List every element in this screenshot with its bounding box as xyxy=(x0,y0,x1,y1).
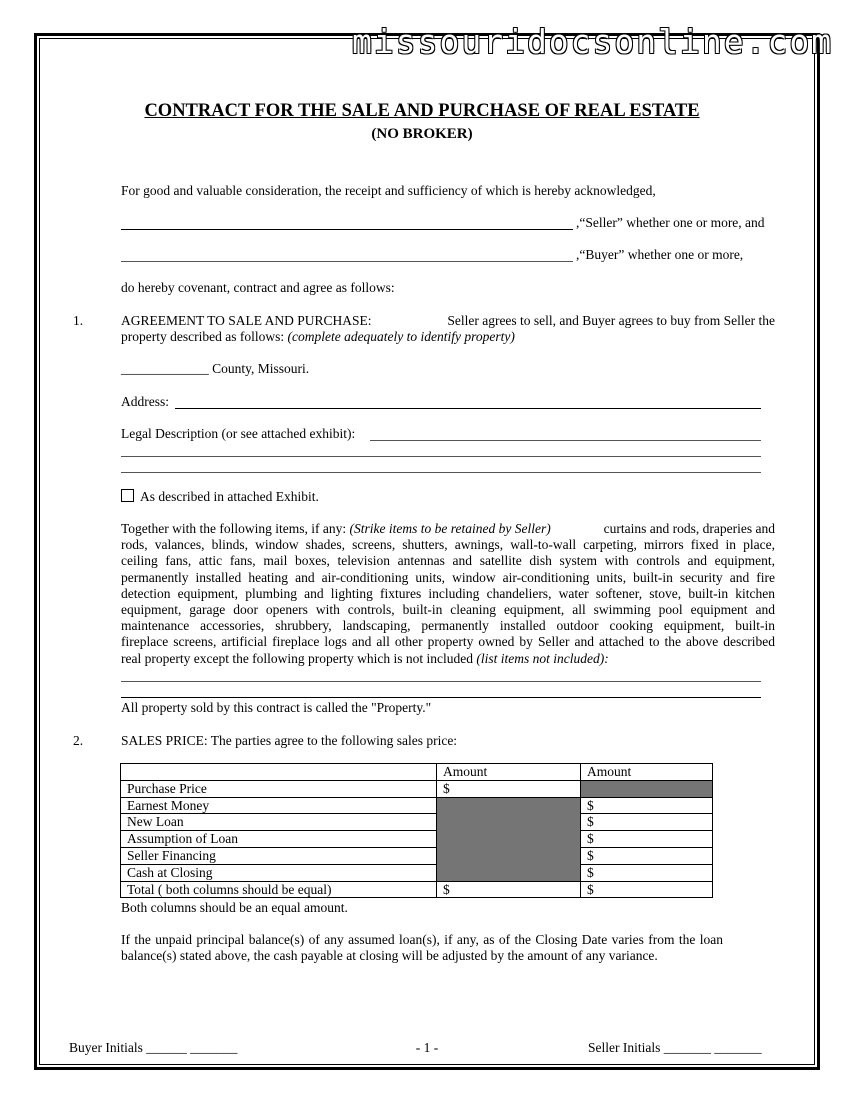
total-amount-1[interactable]: $ xyxy=(437,881,581,898)
page-number: - 1 - xyxy=(415,1040,439,1055)
header-label-cell xyxy=(121,764,437,781)
exhibit-label: As described in attached Exhibit. xyxy=(140,489,319,504)
items-line-7: maintenance accessories, shrubbery, landscaping, permanently installed outdoor cooking equipment, built-in xyxy=(121,618,775,634)
items-line-5: detection equipment, plumbing and lighting fixtures including chandeliers, water softener, stove, built-in kitchen xyxy=(121,585,775,601)
intro-text: For good and valuable consideration, the receipt and sufficiency of which is hereby acknowledged, xyxy=(121,183,656,198)
earnest-money-amount[interactable]: $ xyxy=(581,797,713,814)
buyer-name-field[interactable] xyxy=(121,261,573,262)
watermark: missouridocsonline.com xyxy=(352,22,834,61)
section-1-heading: AGREEMENT TO SALE AND PURCHASE: xyxy=(121,313,372,328)
property-note: All property sold by this contract is called the "Property." xyxy=(121,700,432,715)
legal-description-label: Legal Description (or see attached exhibit): xyxy=(121,426,356,441)
section-2-number: 2. xyxy=(73,733,84,748)
shaded-cell xyxy=(437,847,581,864)
seller-financing-amount[interactable]: $ xyxy=(581,847,713,864)
assumption-of-loan-amount[interactable]: $ xyxy=(581,831,713,848)
table-header-row xyxy=(121,764,713,781)
items-italic: (Strike items to be retained by Seller) xyxy=(349,521,551,536)
row-label: Assumption of Loan xyxy=(121,831,437,848)
items-lead xyxy=(121,521,551,537)
row-label: Cash at Closing xyxy=(121,864,437,881)
variance-paragraph xyxy=(121,932,723,964)
seller-name-field[interactable] xyxy=(121,229,573,230)
variance-line-2: balance(s) stated above, the cash payable at closing will be adjusted by the amount of any variance. xyxy=(121,948,658,964)
shaded-cell xyxy=(437,797,581,814)
shaded-cell xyxy=(437,864,581,881)
county-line xyxy=(121,361,309,377)
purchase-price-amount[interactable]: $ xyxy=(437,780,581,797)
county-label: County, Missouri. xyxy=(212,361,310,376)
items-line-1-end: curtains and rods, draperies and xyxy=(603,521,775,536)
legal-description-line-3[interactable] xyxy=(121,472,761,473)
row-label: Seller Financing xyxy=(121,847,437,864)
row-label: Earnest Money xyxy=(121,797,437,814)
items-lead-text: Together with the following items, if any: xyxy=(121,521,347,536)
items-line-8: fireplace screens, artificial fireplace logs and all other property owned by Seller and attached to the above described xyxy=(121,634,775,650)
section-1-line2-text: property described as follows: xyxy=(121,329,285,344)
included-items-paragraph xyxy=(121,521,775,667)
items-line-2: rods, valances, blinds, window shades, screens, shutters, awnings, wall-to-wall carpeting, mirrors fixed in place, xyxy=(121,537,775,553)
excluded-items-line-1[interactable] xyxy=(121,681,761,682)
items-line-9 xyxy=(121,651,775,667)
exhibit-checkbox[interactable] xyxy=(121,489,134,502)
table-row xyxy=(121,797,713,814)
table-row xyxy=(121,847,713,864)
section-1-line2 xyxy=(121,329,515,345)
cash-at-closing-amount[interactable]: $ xyxy=(581,864,713,881)
shaded-cell xyxy=(581,780,713,797)
document-subtitle: (NO BROKER) xyxy=(371,126,473,142)
row-label: Total ( both columns should be equal) xyxy=(121,881,437,898)
legal-description-field[interactable] xyxy=(370,440,761,441)
section-1-number: 1. xyxy=(73,313,84,328)
row-label: Purchase Price xyxy=(121,780,437,797)
header-amount-1: Amount xyxy=(437,764,581,781)
variance-line-1: If the unpaid principal balance(s) of any assumed loan(s), if any, as of the Closing Date varies from the loan xyxy=(121,932,723,947)
after-table-note: Both columns should be an equal amount. xyxy=(121,900,348,915)
items-last: real property except the following property which is not included xyxy=(121,650,474,666)
table-row xyxy=(121,831,713,848)
covenant-text: do hereby covenant, contract and agree as follows: xyxy=(121,280,395,295)
items-line-4: permanently installed heating and air-conditioning units, window air-conditioning units, built-in security and fire xyxy=(121,569,775,585)
items-line-1 xyxy=(121,521,775,537)
section-1-line2-italic: (complete adequately to identify property) xyxy=(287,329,515,344)
table-row xyxy=(121,864,713,881)
address-field[interactable] xyxy=(175,408,761,409)
excluded-items-line-2[interactable] xyxy=(121,697,761,698)
new-loan-amount[interactable]: $ xyxy=(581,814,713,831)
county-field[interactable]: _____________ xyxy=(121,361,209,376)
table-row xyxy=(121,780,713,797)
document-title: CONTRACT FOR THE SALE AND PURCHASE OF REAL ESTATE xyxy=(144,101,700,121)
address-label: Address: xyxy=(121,394,169,409)
seller-initials[interactable]: Seller Initials _______ _______ xyxy=(588,1040,762,1055)
seller-suffix: ,“Seller” whether one or more, and xyxy=(576,215,765,230)
shaded-cell xyxy=(437,831,581,848)
shaded-cell xyxy=(437,814,581,831)
table-row xyxy=(121,814,713,831)
items-last-italic: (list items not included): xyxy=(476,650,609,666)
section-2-heading: SALES PRICE: The parties agree to the following sales price: xyxy=(121,733,458,748)
items-line-3: ceiling fans, attic fans, mail boxes, television antennas and satellite dish system with controls and equipment, xyxy=(121,553,775,569)
buyer-initials[interactable]: Buyer Initials ______ _______ xyxy=(69,1040,238,1055)
table-row xyxy=(121,881,713,898)
sales-price-table xyxy=(120,763,713,898)
total-amount-2[interactable]: $ xyxy=(581,881,713,898)
header-amount-2: Amount xyxy=(581,764,713,781)
legal-description-line-2[interactable] xyxy=(121,456,761,457)
buyer-suffix: ,“Buyer” whether one or more, xyxy=(576,247,744,262)
items-line-6: equipment, garage door openers with controls, built-in cleaning equipment, all swimming pool equipment and xyxy=(121,602,775,618)
row-label: New Loan xyxy=(121,814,437,831)
section-1-text: Seller agrees to sell, and Buyer agrees to buy from Seller the xyxy=(447,313,775,328)
